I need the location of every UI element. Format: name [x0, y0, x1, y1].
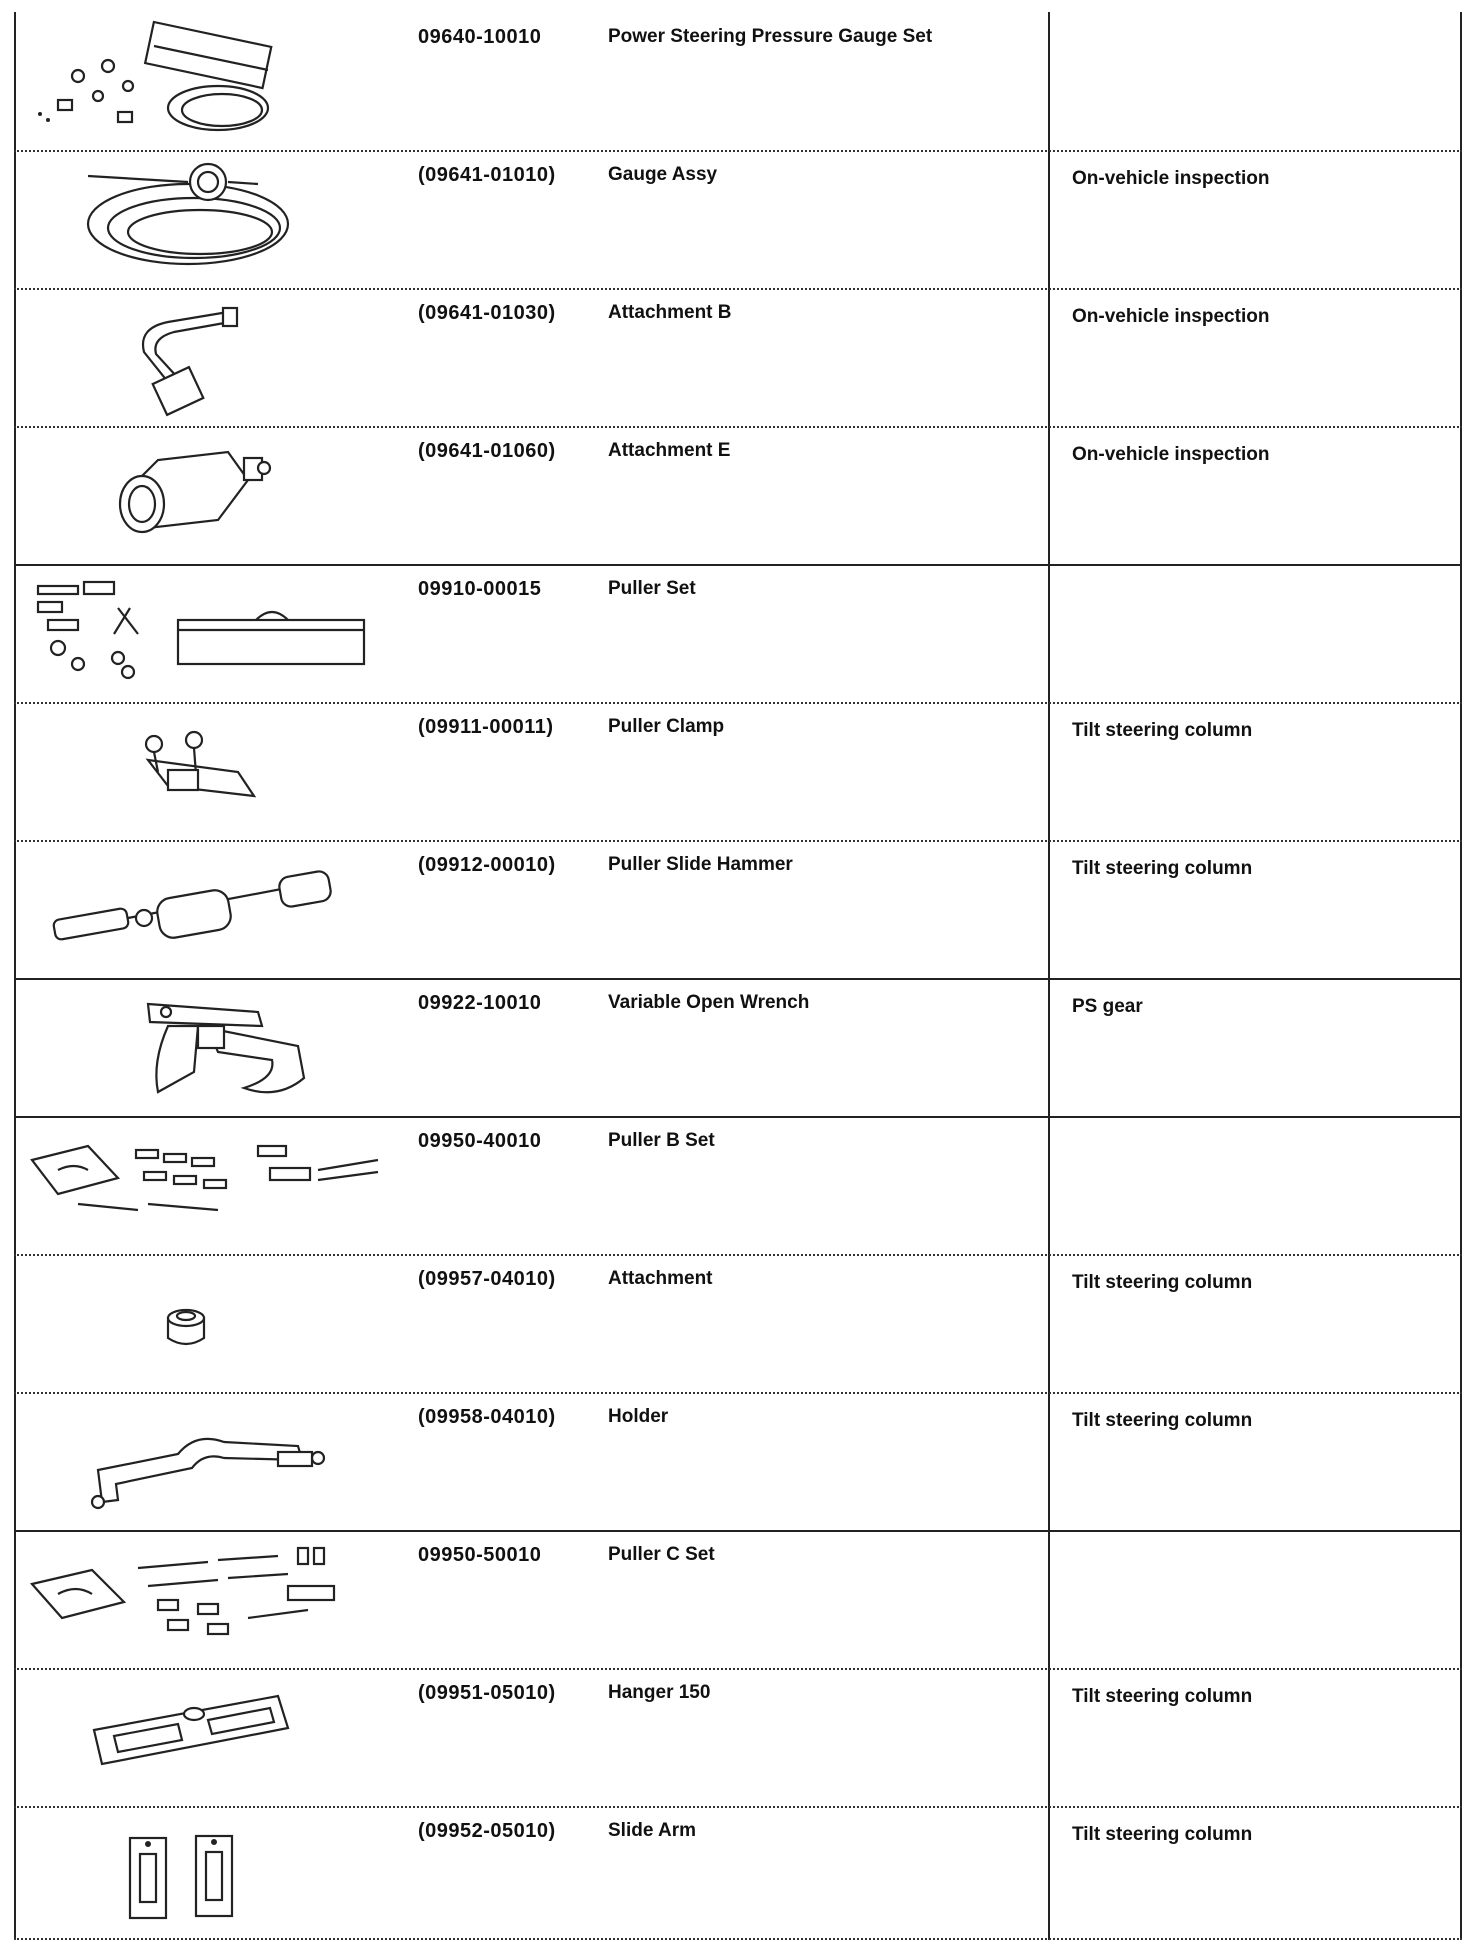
table-row — [14, 1392, 1462, 1530]
pressure-gauge-hose-icon — [18, 154, 418, 282]
tool-name: Puller Clamp — [608, 716, 725, 737]
table-row — [14, 1668, 1462, 1806]
puller-set-case-icon — [18, 568, 418, 696]
tool-use: Tilt steering column — [1072, 1410, 1253, 1431]
table-row — [14, 288, 1462, 426]
table-row — [14, 12, 1462, 150]
tool-use: On-vehicle inspection — [1072, 306, 1270, 327]
gauge-set-case-icon — [18, 16, 418, 144]
tool-name: Holder — [608, 1406, 669, 1427]
tool-use: Tilt steering column — [1072, 858, 1253, 879]
puller-b-set-icon — [18, 1120, 418, 1248]
slide-arm-blocks-icon — [18, 1810, 418, 1938]
tool-name: Slide Arm — [608, 1820, 696, 1841]
table-row — [14, 840, 1462, 978]
table-row — [14, 150, 1462, 288]
table-row — [14, 426, 1462, 564]
table-row — [14, 702, 1462, 840]
row-divider — [14, 1938, 1462, 1940]
puller-c-set-icon — [18, 1534, 418, 1662]
tool-name: Puller B Set — [608, 1130, 715, 1151]
part-number: 09922-10010 — [418, 992, 542, 1014]
table-row — [14, 1530, 1462, 1668]
part-number: (09952-05010) — [418, 1820, 556, 1842]
tool-name: Puller Slide Hammer — [608, 854, 793, 875]
table-row — [14, 1116, 1462, 1254]
tool-use: Tilt steering column — [1072, 1686, 1253, 1707]
table-row — [14, 1254, 1462, 1392]
hanger-bar-icon — [18, 1672, 418, 1800]
part-number: (09912-00010) — [418, 854, 556, 876]
slide-hammer-icon — [18, 844, 418, 972]
tool-name: Attachment — [608, 1268, 713, 1289]
table-row — [14, 564, 1462, 702]
tool-use: Tilt steering column — [1072, 1272, 1253, 1293]
part-number: 09950-40010 — [418, 1130, 542, 1152]
cup-attachment-icon — [18, 1258, 418, 1386]
tool-name: Attachment E — [608, 440, 731, 461]
part-number: (09958-04010) — [418, 1406, 556, 1428]
tool-use: On-vehicle inspection — [1072, 168, 1270, 189]
special-tools-table — [14, 12, 1462, 1940]
table-row — [14, 1806, 1462, 1940]
open-wrench-icon — [18, 982, 418, 1110]
tool-name: Variable Open Wrench — [608, 992, 810, 1013]
tool-name: Puller Set — [608, 578, 696, 599]
puller-clamp-icon — [18, 706, 418, 834]
tool-use: Tilt steering column — [1072, 1824, 1253, 1845]
part-number: (09951-05010) — [418, 1682, 556, 1704]
tool-use: Tilt steering column — [1072, 720, 1253, 741]
tool-name: Power Steering Pressure Gauge Set — [608, 26, 933, 47]
part-number: (09641-01030) — [418, 302, 556, 324]
part-number: 09640-10010 — [418, 26, 542, 48]
part-number: (09911-00011) — [418, 716, 554, 738]
tool-name: Attachment B — [608, 302, 732, 323]
bent-pipe-attachment-icon — [18, 292, 418, 420]
holder-bracket-icon — [18, 1396, 418, 1524]
tool-name: Hanger 150 — [608, 1682, 711, 1703]
table-row — [14, 978, 1462, 1116]
tool-name: Puller C Set — [608, 1544, 715, 1565]
part-number: (09641-01060) — [418, 440, 556, 462]
part-number: 09910-00015 — [418, 578, 542, 600]
part-number: (09641-01010) — [418, 164, 556, 186]
hex-attachment-icon — [18, 430, 418, 558]
tool-name: Gauge Assy — [608, 164, 718, 185]
part-number: (09957-04010) — [418, 1268, 556, 1290]
tool-use: On-vehicle inspection — [1072, 444, 1270, 465]
part-number: 09950-50010 — [418, 1544, 542, 1566]
tool-use: PS gear — [1072, 996, 1143, 1017]
